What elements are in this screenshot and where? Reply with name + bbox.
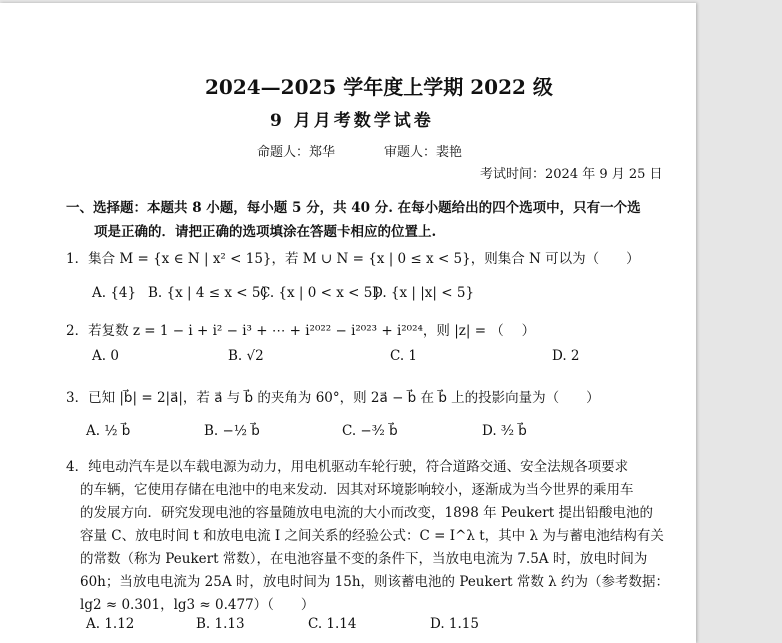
question-3-option-d: D. ³⁄₂ b⃗	[482, 423, 527, 439]
question-3-option-a: A. ½ b⃗	[86, 423, 131, 439]
section-heading-line1: 一、选择题：本题共 8 小题，每小题 5 分，共 40 分. 在每小题给出的四个选项中，只有一个选	[66, 200, 641, 216]
question-4-option-c: C. 1.14	[308, 616, 357, 632]
question-2-option-d: D. 2	[552, 348, 580, 364]
question-4-option-d: D. 1.15	[430, 616, 479, 632]
section-heading-line2: 项是正确的．请把正确的选项填涂在答题卡相应的位置上.	[94, 224, 437, 240]
question-1-stem: 1．集合 M = {x ∈ N | x² < 15}，若 M ∪ N = {x | 0 ≤ x < 5}，则集合 N 可以为（ ）	[66, 251, 640, 267]
reviewer: 审题人：裴艳	[384, 145, 463, 160]
question-1-option-a: A. {4}	[92, 285, 137, 301]
question-1-option-b: B. {x | 4 ≤ x < 5}	[148, 285, 270, 301]
question-1-option-c: C. {x | 0 < x < 5}	[260, 285, 381, 301]
question-4-line-5: 的常数（称为 Peukert 常数），在电池容量不变的条件下，当放电电流为 7.5A 时，放电时间为	[80, 551, 648, 567]
question-4-option-b: B. 1.13	[196, 616, 245, 632]
question-4-option-a: A. 1.12	[86, 616, 135, 632]
question-4-line-6: 60h；当放电电流为 25A 时，放电时间为 15h，则该蓄电池的 Peukert 常数 λ 约为（参考数据：	[80, 574, 669, 590]
question-4-line-7: lg2 ≈ 0.301，lg3 ≈ 0.477）（ ）	[80, 597, 315, 613]
question-3-stem: 3．已知 |b⃗| = 2|a⃗|，若 a⃗ 与 b⃗ 的夹角为 60°，则 2a⃗ − b⃗ 在 b⃗ 上的投影向量为（ ）	[66, 390, 600, 406]
question-3-option-b: B. −½ b⃗	[204, 423, 260, 439]
question-1-option-d: D. {x | |x| < 5}	[372, 285, 475, 301]
question-2-option-c: C. 1	[390, 348, 418, 364]
author: 命题人：郑华	[257, 145, 336, 160]
question-2-option-b: B. √2	[228, 348, 264, 364]
question-4-line-2: 的车辆，它使用存储在电池中的电来发动．因其对环境影响较小，逐渐成为当今世界的乘用车	[80, 482, 634, 498]
exam-subtitle: 9 月月考数学试卷	[270, 111, 434, 131]
exam-page	[0, 3, 696, 643]
exam-title: 2024—2025 学年度上学期 2022 级	[205, 75, 553, 99]
question-3-option-c: C. −³⁄₂ b⃗	[342, 423, 398, 439]
question-4-line-4: 容量 C、放电时间 t 和放电电流 I 之间关系的经验公式：C = I^λ t，其中 λ 为与蓄电池结构有关	[80, 528, 664, 544]
question-2-stem: 2．若复数 z = 1 − i + i² − i³ + ⋯ + i²⁰²² − i²⁰²³ + i²⁰²⁴，则 |z| = （ ）	[66, 323, 536, 339]
question-4-line-3: 的发展方向．研究发现电池的容量随放电电流的大小而改变，1898 年 Peukert 提出铅酸电池的	[80, 505, 653, 521]
exam-time: 考试时间：2024 年 9 月 25 日	[480, 167, 663, 182]
question-2-option-a: A. 0	[92, 348, 119, 364]
question-4-line-1: 4．纯电动汽车是以车载电源为动力，用电机驱动车轮行驶，符合道路交通、安全法规各项要求	[66, 459, 629, 475]
